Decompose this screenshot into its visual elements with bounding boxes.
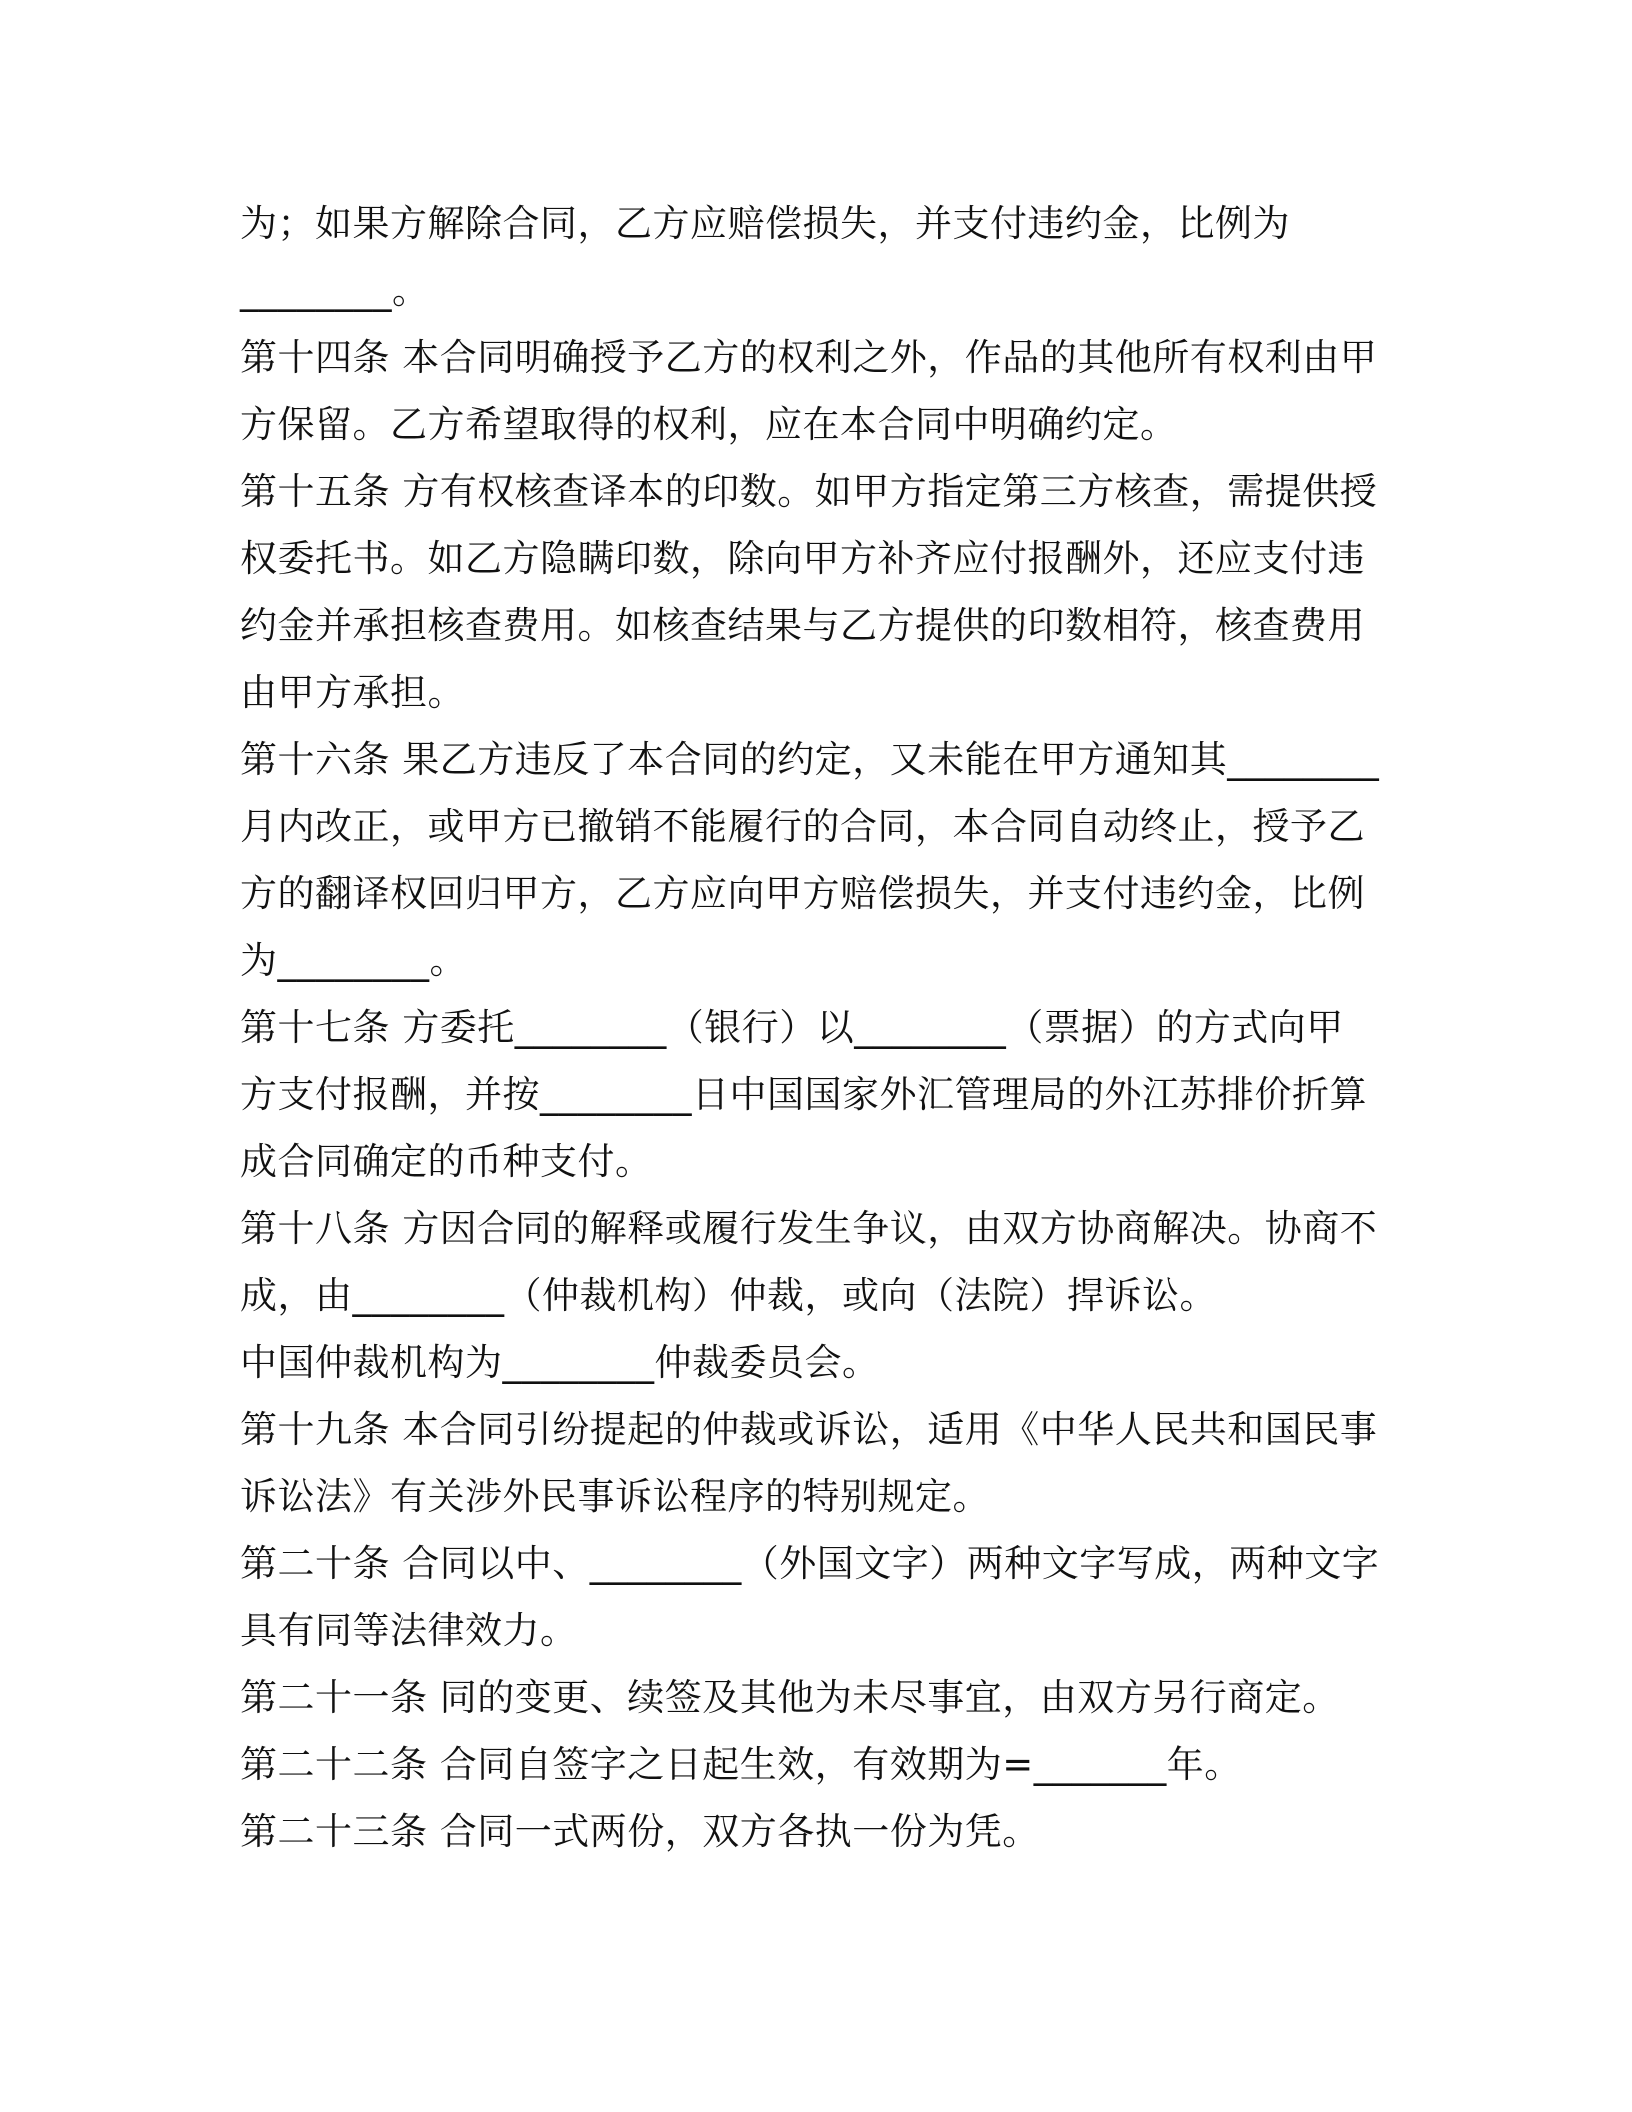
- article-21-line: 第二十一条 同的变更、续签及其他为未尽事宜，由双方另行商定。: [240, 1676, 1340, 1719]
- text-line: 诉讼法》有关涉外民事诉讼程序的特别规定。: [240, 1475, 990, 1518]
- article-16-line: 第十六条 果乙方违反了本合同的约定，又未能在甲方通知其________: [240, 738, 1380, 781]
- document-body: [240, 190, 1400, 1865]
- text-line: 为；如果方解除合同，乙方应赔偿损失，并支付违约金，比例为: [240, 202, 1290, 245]
- text-line: 方支付报酬，并按________日中国国家外汇管理局的外江苏排价折算: [240, 1073, 1367, 1116]
- text-line: 中国仲裁机构为________仲裁委员会。: [240, 1341, 880, 1384]
- article-19-line: 第十九条 本合同引纷提起的仲裁或诉讼，适用《中华人民共和国民事: [240, 1408, 1378, 1451]
- text-line: 月内改正，或甲方已撤销不能履行的合同，本合同自动终止，授予乙: [240, 805, 1365, 848]
- text-line: 方的翻译权回归甲方，乙方应向甲方赔偿损失，并支付违约金，比例: [240, 872, 1365, 915]
- text-line: 权委托书。如乙方隐瞒印数，除向甲方补齐应付报酬外，还应支付违: [240, 537, 1365, 580]
- article-15-line: 第十五条 方有权核查译本的印数。如甲方指定第三方核查，需提供授: [240, 470, 1378, 513]
- article-17-line: 第十七条 方委托________（银行）以________（票据）的方式向甲: [240, 1006, 1344, 1049]
- text-line: 为________。: [240, 939, 467, 982]
- text-line: 成，由________（仲裁机构）仲裁，或向（法院）捍诉讼。: [240, 1274, 1217, 1317]
- text-line: ________。: [240, 269, 430, 312]
- text-line: 约金并承担核查费用。如核查结果与乙方提供的印数相符，核查费用: [240, 604, 1365, 647]
- article-14-line: 第十四条 本合同明确授予乙方的权利之外，作品的其他所有权利由甲: [240, 336, 1378, 379]
- text-line: 成合同确定的币种支付。: [240, 1140, 653, 1183]
- article-23-line: 第二十三条 合同一式两份，双方各执一份为凭。: [240, 1810, 1040, 1853]
- text-line: 由甲方承担。: [240, 671, 465, 714]
- article-18-line: 第十八条 方因合同的解释或履行发生争议，由双方协商解决。协商不: [240, 1207, 1378, 1250]
- text-line: 具有同等法律效力。: [240, 1609, 578, 1652]
- article-20-line: 第二十条 合同以中、________（外国文字）两种文字写成，两种文字: [240, 1542, 1380, 1585]
- text-line: 方保留。乙方希望取得的权利，应在本合同中明确约定。: [240, 403, 1178, 446]
- article-22-line: 第二十二条 合同自签字之日起生效，有效期为=_______年。: [240, 1743, 1242, 1786]
